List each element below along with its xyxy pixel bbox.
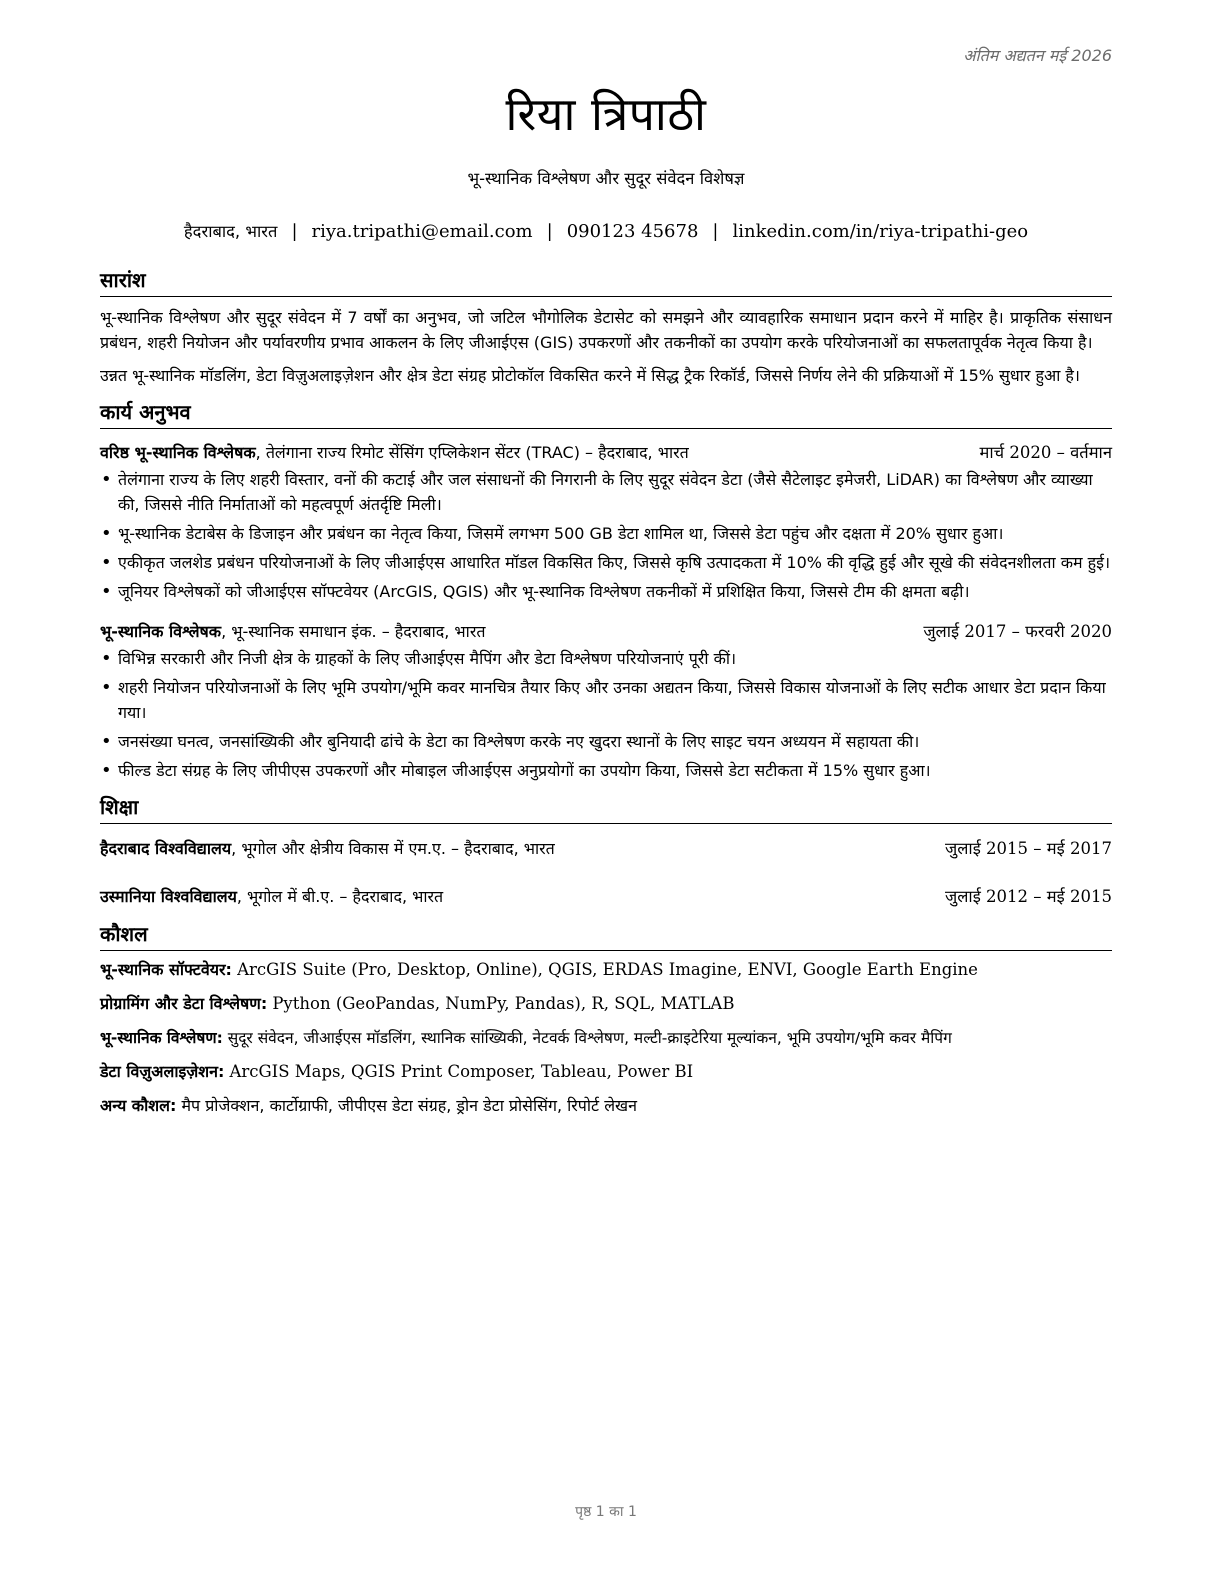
bullet-item: • शहरी नियोजन परियोजनाओं के लिए भूमि उपयोग/भूमि कवर मानचित्र तैयार किए और उनका अद्यतन किया, जिससे विकास योजनाओं के लिए सटीक आधार डेटा प्रदान किया गया। [118, 675, 1112, 725]
job-title: भू-स्थानिक विश्लेषक [100, 622, 222, 641]
education-entry [100, 884, 1112, 910]
contact-separator: | [546, 221, 553, 242]
skill-value: ArcGIS Suite (Pro, Desktop, Online), QGIS, ERDAS Imagine, ENVI, Google Earth Engine [237, 960, 978, 979]
skill-row [100, 991, 1112, 1017]
page-number: पृष्ठ 1 का 1 [575, 1504, 637, 1520]
skill-row [100, 1059, 1112, 1085]
job-header [100, 441, 1112, 465]
summary-paragraph: उन्नत भू-स्थानिक मॉडलिंग, डेटा विज़ुअलाइज़ेशन और क्षेत्र डेटा संग्रह प्रोटोकॉल विकसित करने में सिद्ध ट्रैक रिकॉर्ड, जिससे निर्णय लेने की प्रक्रियाओं में 15% सुधार हुआ है। [100, 366, 1080, 385]
job-entry [100, 441, 1112, 604]
skill-row [100, 957, 1112, 983]
contact-phone: 090123 45678 [566, 221, 699, 242]
skill-label: भू-स्थानिक सॉफ्टवेयर: [100, 960, 232, 979]
skill-row [100, 1093, 1112, 1119]
skill-label: डेटा विज़ुअलाइज़ेशन: [100, 1062, 225, 1081]
bullet-item: • तेलंगाना राज्य के लिए शहरी विस्तार, वनों की कटाई और जल संसाधनों की निगरानी के लिए सुदूर संवेदन डेटा (जैसे सैटेलाइट इमेजरी, LiDAR) का विश्लेषण और व्याख्या की, जिससे नीति निर्माताओं को महत्वपूर्ण अंतर्दृष्टि मिली। [118, 467, 1112, 517]
education-dates: जुलाई 2015 – मई 2017 [945, 839, 1112, 858]
job-title: वरिष्ठ भू-स्थानिक विश्लेषक [100, 443, 256, 462]
skill-value: मैप प्रोजेक्शन, कार्टोग्राफी, जीपीएस डेटा संग्रह, ड्रोन डेटा प्रोसेसिंग, रिपोर्ट लेखन [181, 1096, 638, 1115]
skills-section [100, 920, 1112, 1119]
education-line [100, 836, 555, 862]
bullet-item: • फील्ड डेटा संग्रह के लिए जीपीएस उपकरणों और मोबाइल जीआईएस अनुप्रयोगों का उपयोग किया, जिससे डेटा सटीकता में 15% सुधार हुआ। [118, 758, 1112, 783]
job-bullets [100, 467, 1112, 604]
bullet-item: • एकीकृत जलशेड प्रबंधन परियोजनाओं के लिए जीआईएस आधारित मॉडल विकसित किए, जिससे कृषि उत्पादकता में 10% की वृद्धि हुई और सूखे की संवेदनशीलता कम हुई। [118, 550, 1112, 575]
contact-separator: | [712, 221, 719, 242]
bullet-item: • जनसंख्या घनत्व, जनसांख्यिकी और बुनियादी ढांचे के डेटा का विश्लेषण करके नए खुदरा स्थानों के लिए साइट चयन अध्ययन में सहायता की। [118, 729, 1112, 754]
education-dates: जुलाई 2012 – मई 2015 [945, 887, 1112, 906]
education-school: हैदराबाद विश्वविद्यालय [100, 839, 232, 858]
job-bullets [100, 646, 1112, 783]
job-org: , भू-स्थानिक समाधान इंक. – हैदराबाद, भारत [221, 622, 486, 641]
job-entry [100, 620, 1112, 783]
skill-label: प्रोग्रामिंग और डेटा विश्लेषण: [100, 994, 268, 1013]
education-detail: , भूगोल में बी.ए. – हैदराबाद, भारत [236, 887, 444, 906]
skill-label: अन्य कौशल: [100, 1096, 177, 1115]
education-line [100, 884, 443, 910]
summary-paragraph: भू-स्थानिक विश्लेषण और सुदूर संवेदन में 7 वर्षों का अनुभव, जो जटिल भौगोलिक डेटासेट को समझने और व्यावहारिक समाधान प्रदान करने में माहिर है। प्राकृतिक संसाधन प्रबंधन, शहरी नियोजन और पर्यावरणीय प्रभाव आकलन के लिए जीआईएस (GIS) उपकरणों और तकनीकों का उपयोग करके परियोजनाओं का सफलतापूर्वक नेतृत्व किया है। [100, 308, 1112, 352]
skill-value: Python (GeoPandas, NumPy, Pandas), R, SQL, MATLAB [272, 994, 735, 1013]
bullet-item: • जूनियर विश्लेषकों को जीआईएस सॉफ्टवेयर (ArcGIS, QGIS) और भू-स्थानिक विश्लेषण तकनीकों में प्रशिक्षित किया, जिससे टीम की क्षमता बढ़ी। [118, 579, 1112, 604]
contact-location: हैदराबाद, भारत [183, 222, 278, 241]
job-dates: जुलाई 2017 – फरवरी 2020 [923, 622, 1112, 641]
contact-line [100, 219, 1112, 242]
skill-row [100, 1025, 1112, 1051]
candidate-subtitle: भू-स्थानिक विश्लेषण और सुदूर संवेदन विशेषज्ञ [467, 169, 745, 188]
job-header [100, 620, 1112, 644]
summary-section [100, 266, 1112, 388]
section-heading-skills: कौशल [100, 920, 1112, 951]
resume-page [100, 0, 1112, 1584]
contact-separator: | [291, 221, 298, 242]
skill-label: भू-स्थानिक विश्लेषण: [100, 1029, 223, 1047]
skill-value: ArcGIS Maps, QGIS Print Composer, Tableau, Power BI [229, 1062, 694, 1081]
bullet-item: • विभिन्न सरकारी और निजी क्षेत्र के ग्राहकों के लिए जीआईएस मैपिंग और डेटा विश्लेषण परियोजनाएं पूरी कीं। [118, 646, 1112, 671]
job-dates: मार्च 2020 – वर्तमान [979, 443, 1112, 462]
last-updated: अंतिम अद्यतन मई 2026 [963, 46, 1112, 65]
education-detail: , भूगोल और क्षेत्रीय विकास में एम.ए. – हैदराबाद, भारत [231, 839, 555, 858]
bullet-item: • भू-स्थानिक डेटाबेस के डिजाइन और प्रबंधन का नेतृत्व किया, जिसमें लगभग 500 GB डेटा शामिल था, जिससे डेटा पहुंच और दक्षता में 20% सुधार हुआ। [118, 521, 1112, 546]
education-entry [100, 836, 1112, 862]
job-org: , तेलंगाना राज्य रिमोट सेंसिंग एप्लिकेशन सेंटर (TRAC) – हैदराबाद, भारत [255, 443, 689, 462]
section-heading-experience: कार्य अनुभव [100, 398, 1112, 429]
education-section [100, 793, 1112, 910]
candidate-name: रिया त्रिपाठी [505, 87, 707, 141]
section-heading-education: शिक्षा [100, 793, 1112, 824]
experience-section [100, 398, 1112, 783]
resume-body [100, 266, 1112, 1129]
contact-linkedin[interactable]: linkedin.com/in/riya-tripathi-geo [732, 221, 1029, 242]
section-heading-summary: सारांश [100, 266, 1112, 297]
contact-email[interactable]: riya.tripathi@email.com [311, 221, 533, 242]
education-school: उस्मानिया विश्वविद्यालय [100, 887, 237, 906]
job-title-line [100, 441, 689, 465]
skill-value: सुदूर संवेदन, जीआईएस मॉडलिंग, स्थानिक सांख्यिकी, नेटवर्क विश्लेषण, मल्टी-क्राइटेरिया मूल्यांकन, भूमि उपयोग/भूमि कवर मैपिंग [227, 1029, 952, 1047]
job-title-line [100, 620, 486, 644]
